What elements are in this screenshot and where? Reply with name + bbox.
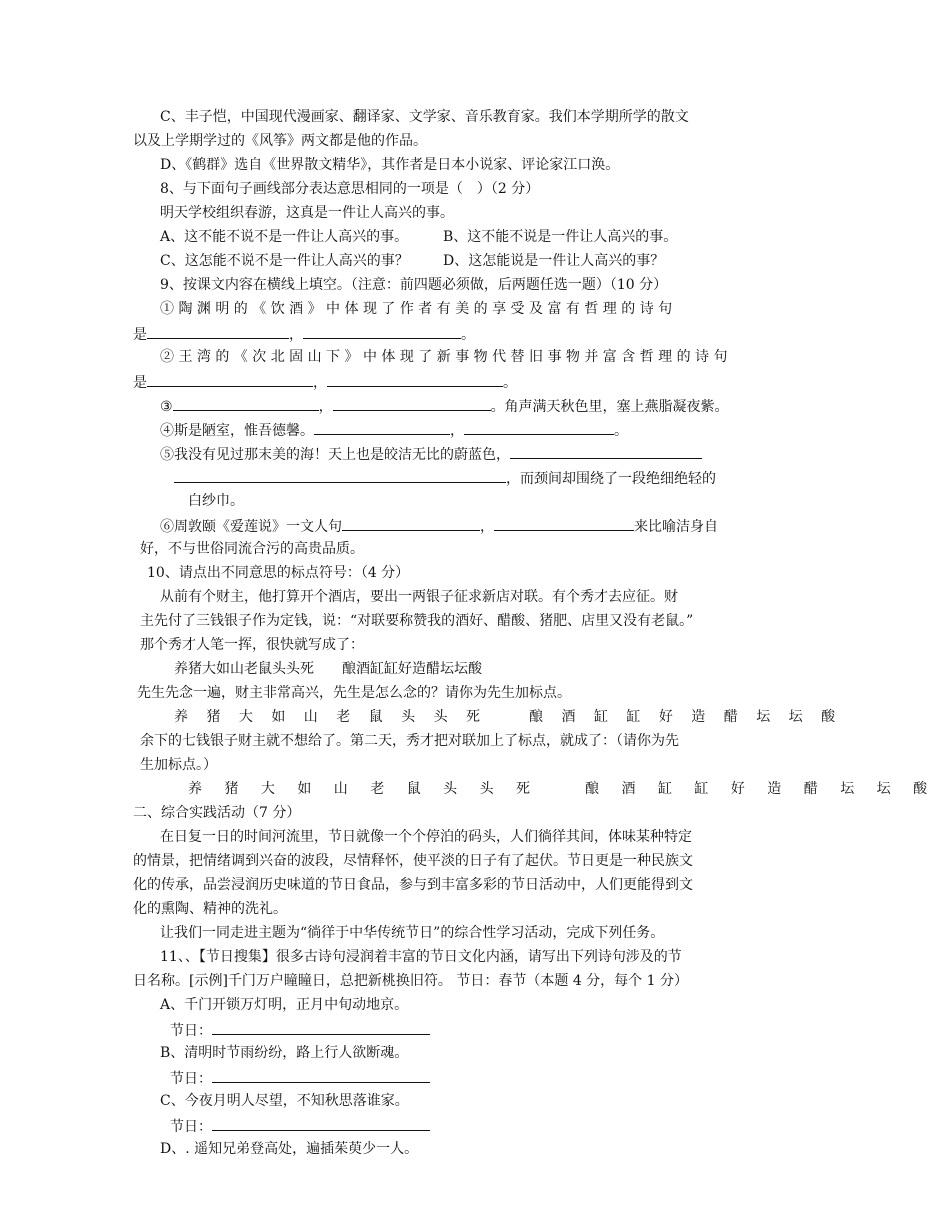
q9-item-6-line1 [160, 516, 718, 536]
answer-blank[interactable] [147, 324, 289, 339]
festival-label: 节日： [170, 1023, 212, 1039]
q10-couplet-original: 养猪大如山老鼠头头死 酿酒缸缸好造醋坛坛酸 [174, 661, 482, 677]
q8-option-c: C、这怎能不说不是一件让人高兴的事？ [160, 253, 409, 269]
question-9: 9、按课文内容在横线上填空。（注意：前四题必须做，后两题任选一题）（10 分） [160, 277, 668, 293]
question-8: 8、与下面句子画线部分表达意思相同的一项是（ ）（2 分） [160, 181, 540, 197]
q11-item-a-answer [170, 1020, 430, 1040]
festival-label: 节日： [170, 1071, 212, 1087]
festival-answer-blank[interactable] [212, 1068, 430, 1083]
q11-item-b-answer [170, 1068, 430, 1088]
answer-blank[interactable] [303, 324, 461, 339]
option-d: D、《鹤群》选自《世界散文精华》，其作者是日本小说家、评论家江口涣。 [160, 157, 620, 173]
q11-item-a: A、千门开锁万灯明，正月中旬动地京。 [160, 997, 409, 1013]
section-2-heading: 二、综合实践活动（7 分） [133, 805, 301, 821]
q11-item-c: C、今夜月明人尽望，不知秋思落谁家。 [160, 1093, 409, 1109]
answer-blank[interactable] [333, 396, 491, 411]
q10-couplet-version1: 养 猪 大 如 山 老 鼠 头 头 死 酿 酒 缸 缸 好 造 醋 坛 坛 酸 [174, 709, 843, 725]
answer-blank[interactable] [314, 420, 450, 435]
q10-story-line1: 从前有个财主，他打算开个酒店，要出一两银子征求新店对联。有个秀才去应征。财 [160, 589, 678, 605]
q8-option-d: D、这怎能说是一件让人高兴的事？ [443, 253, 665, 269]
q9-item-2-line1: ② 王 湾 的 《 次 北 固 山 下 》 中 体 现 了 新 事 物 代 替 旧 事 物 并 富 含 哲 理 的 诗 句 [160, 349, 728, 365]
q9-item-5-line3: 白纱巾。 [188, 493, 244, 509]
answer-blank[interactable] [173, 396, 319, 411]
festival-answer-blank[interactable] [212, 1020, 430, 1035]
question-8-sentence: 明天学校组织春游，这真是一件让人高兴的事。 [160, 205, 454, 221]
answer-blank[interactable] [327, 372, 503, 387]
q10-story-line3: 那个秀才人笔一挥，很快就写成了： [140, 637, 364, 653]
festival-label: 节日： [170, 1119, 212, 1135]
period: 。 [503, 375, 517, 391]
q9-item-1-line1: ① 陶 渊 明 的 《 饮 酒 》 中 体 现 了 作 者 有 美 的 享 受 及 富 有 哲 理 的 诗 句 [160, 301, 673, 317]
period: 。 [461, 327, 475, 343]
q9-item-3 [160, 396, 729, 416]
comma: ， [480, 519, 494, 535]
q9-item-4-prefix: ④斯是陋室，惟吾德馨。 [160, 423, 314, 439]
question-11-line1: 11、、【节日搜集】很多古诗句浸润着丰富的节日文化内涵，请写出下列诗句涉及的节 [160, 949, 682, 965]
festival-answer-blank[interactable] [212, 1116, 430, 1131]
q11-item-c-answer [170, 1116, 430, 1136]
q9-item-6-suffix: 来比喻洁身自 [634, 519, 718, 535]
q9-item-5-mid: ，而颈间却围绕了一段绝细绝轻的 [506, 471, 716, 487]
comma: ， [289, 327, 303, 343]
question-10: 10、请点出不同意思的标点符号：（4 分） [147, 565, 410, 581]
question-11-line2: 日名称。[示例]千门万户瞳瞳日，总把新桃换旧符。 节日：春节（本题 4 分，每个 1 分） [133, 973, 688, 989]
q10-couplet-version2: 养 猪 大 如 山 老 鼠 头 头 死 酿 酒 缸 缸 好 造 醋 坛 坛 酸 [188, 781, 936, 797]
q9-item-6-prefix: ⑥周敦颐《爱莲说》一文人句 [160, 519, 342, 535]
comma: ， [450, 423, 464, 439]
q9-item-6-line2: 好，不与世俗同流合污的高贵品质。 [140, 541, 364, 557]
section-2-para-line3: 化的传承，品尝浸润历史味道的节日食品，参与到丰富多彩的节日活动中，人们更能得到文 [133, 877, 693, 893]
q9-item-1-line2 [133, 324, 475, 344]
q9-item-3-suffix: 。角声满天秋色里，塞上燕脂凝夜紫。 [490, 399, 729, 415]
q10-story-line5: 余下的七钱银子财主就不想给了。第二天，秀才把对联加上了标点，就成了：（请你为先 [140, 733, 679, 749]
q9-item-5-prefix: ⑤我没有见过那末美的海！天上也是皎洁无比的蔚蓝色， [160, 447, 510, 463]
section-2-instruction: 让我们一同走进主题为“徜徉于中华传统节日”的综合性学习活动，完成下列任务。 [160, 925, 665, 941]
q10-story-line4: 先生先念一遍，财主非常高兴，先生是怎么念的？请你为先生加标点。 [137, 685, 571, 701]
q9-item-4 [160, 420, 628, 440]
q9-item-5-line1 [160, 444, 702, 464]
q8-option-b: B、这不能不说是一件让人高兴的事。 [443, 229, 678, 245]
q9-item-1-prefix: 是 [133, 327, 147, 343]
q8-option-a: A、这不能不说不是一件让人高兴的事。 [160, 229, 409, 245]
answer-blank[interactable] [494, 516, 634, 531]
q11-item-b: B、清明时节雨纷纷，路上行人欲断魂。 [160, 1045, 409, 1061]
section-2-para-line2: 的情景，把情绪调到兴奋的波段，尽情释怀，使平淡的日子有了起伏。节日更是一种民族文 [133, 853, 693, 869]
answer-blank[interactable] [174, 468, 506, 483]
answer-blank[interactable] [342, 516, 480, 531]
section-2-para-line4: 化的熏陶、精神的洗礼。 [133, 901, 287, 917]
q9-item-5-line2 [174, 468, 716, 488]
option-c-line1: C、丰子恺，中国现代漫画家、翻译家、文学家、音乐教育家。我们本学期所学的散文 [160, 109, 689, 125]
answer-blank[interactable] [510, 444, 702, 459]
comma: ， [318, 399, 333, 415]
answer-blank[interactable] [464, 420, 614, 435]
q10-story-line6: 生加标点。） [140, 757, 217, 773]
answer-blank[interactable] [147, 372, 313, 387]
section-2-para-line1: 在日复一日的时间河流里，节日就像一个个停泊的码头，人们徜徉其间，体味某种特定 [160, 829, 692, 845]
q10-story-line2: 主先付了三钱银子作为定钱，说：“对联要称赞我的酒好、醋酸、猪肥、店里又没有老鼠。” [140, 613, 694, 629]
comma: ， [313, 375, 327, 391]
q9-item-2-line2 [133, 372, 517, 392]
q9-item-2-prefix: 是 [133, 375, 147, 391]
option-c-line2: 以及上学期学过的《风筝》两文都是他的作品。 [133, 133, 427, 149]
q9-item-3-prefix: ③ [160, 399, 173, 415]
q11-item-d: D、. 遥知兄弟登高处，遍插茱萸少一人。 [160, 1141, 419, 1157]
period: 。 [614, 423, 628, 439]
